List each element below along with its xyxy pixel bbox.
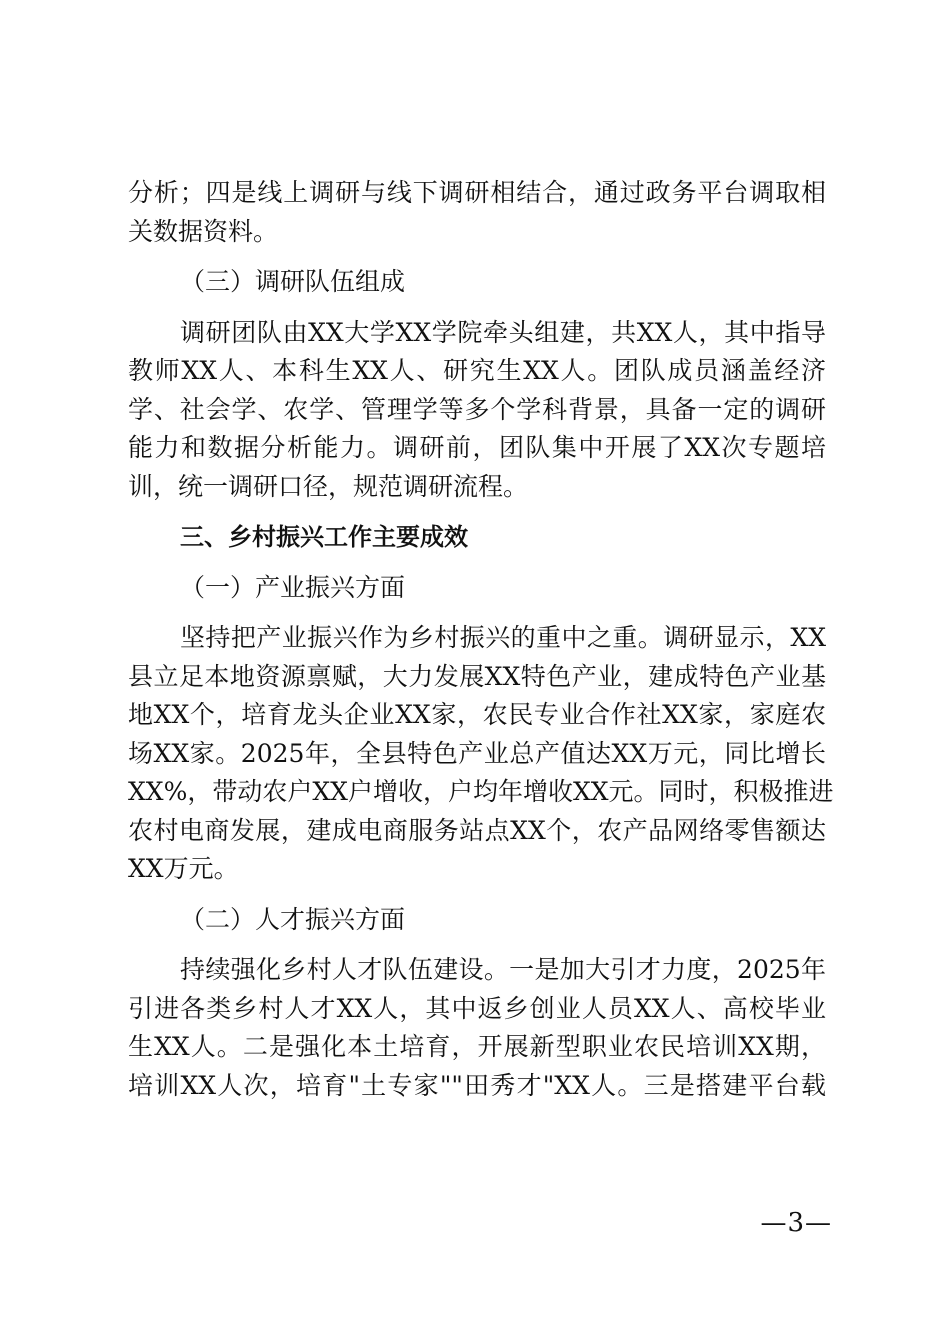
paragraph bbox=[128, 619, 834, 889]
subsection-heading bbox=[128, 569, 826, 608]
text-line: 县立足本地资源禀赋，大力发展XX特色产业，建成特色产业基 bbox=[128, 661, 826, 691]
document-body bbox=[128, 174, 834, 1105]
paragraph-gap bbox=[128, 302, 826, 314]
text-line: 生XX人。二是强化本土培育，开展新型职业农民培训XX期， bbox=[128, 1032, 826, 1061]
subsection-heading bbox=[128, 901, 826, 940]
text-line: 能力和数据分析能力。调研前，团队集中开展了XX次专题培 bbox=[128, 433, 826, 462]
text-line: XX%，带动农户XX户增收，户均年增收XX元。同时，积极推进 bbox=[128, 777, 834, 806]
paragraph bbox=[128, 174, 826, 251]
paragraph-gap bbox=[128, 939, 826, 951]
text-line: 训，统一调研口径，规范调研流程。 bbox=[128, 471, 529, 501]
text-line: 调研团队由XX大学XX学院牵头组建，共XX人，其中指导 bbox=[180, 317, 826, 347]
text-line: （二）人才振兴方面 bbox=[180, 904, 406, 934]
text-line: XX万元。 bbox=[128, 854, 239, 883]
paragraph bbox=[128, 314, 826, 507]
subsection-heading bbox=[128, 263, 826, 302]
text-line: 地XX个，培育龙头企业XX家，农民专业合作社XX家，家庭农 bbox=[128, 700, 826, 729]
paragraph-gap bbox=[128, 506, 826, 518]
text-line: 分析；四是线上调研与线下调研相结合，通过政务平台调取相 bbox=[128, 178, 826, 207]
paragraph-gap bbox=[128, 557, 826, 569]
text-line: 坚持把产业振兴作为乡村振兴的重中之重。调研显示，XX bbox=[180, 623, 826, 652]
paragraph bbox=[128, 951, 826, 1105]
text-line: 培训XX人次，培育"土专家""田秀才"XX人。三是搭建平台载 bbox=[128, 1070, 826, 1100]
text-line: 学、社会学、农学、管理学等多个学科背景，具备一定的调研 bbox=[128, 394, 826, 424]
section-heading bbox=[128, 518, 826, 557]
paragraph-gap bbox=[128, 607, 826, 619]
text-line: 关数据资料。 bbox=[128, 216, 279, 246]
text-line: 持续强化乡村人才队伍建设。一是加大引才力度，2025年 bbox=[180, 955, 826, 984]
text-line: 场XX家。2025年，全县特色产业总产值达XX万元，同比增长 bbox=[128, 738, 826, 768]
text-line: 教师XX人、本科生XX人、研究生XX人。团队成员涵盖经济 bbox=[128, 356, 826, 385]
page-number: —3— bbox=[760, 1208, 832, 1238]
text-line: 引进各类乡村人才XX人，其中返乡创业人员XX人、高校毕业 bbox=[128, 993, 826, 1023]
text-line: （一）产业振兴方面 bbox=[180, 572, 406, 602]
text-line: 农村电商发展，建成电商服务站点XX个，农产品网络零售额达 bbox=[128, 815, 826, 845]
text-line: （三）调研队伍组成 bbox=[180, 267, 406, 296]
paragraph-gap bbox=[128, 251, 826, 263]
text-line: 三、乡村振兴工作主要成效 bbox=[180, 523, 468, 551]
paragraph-gap bbox=[128, 889, 826, 901]
